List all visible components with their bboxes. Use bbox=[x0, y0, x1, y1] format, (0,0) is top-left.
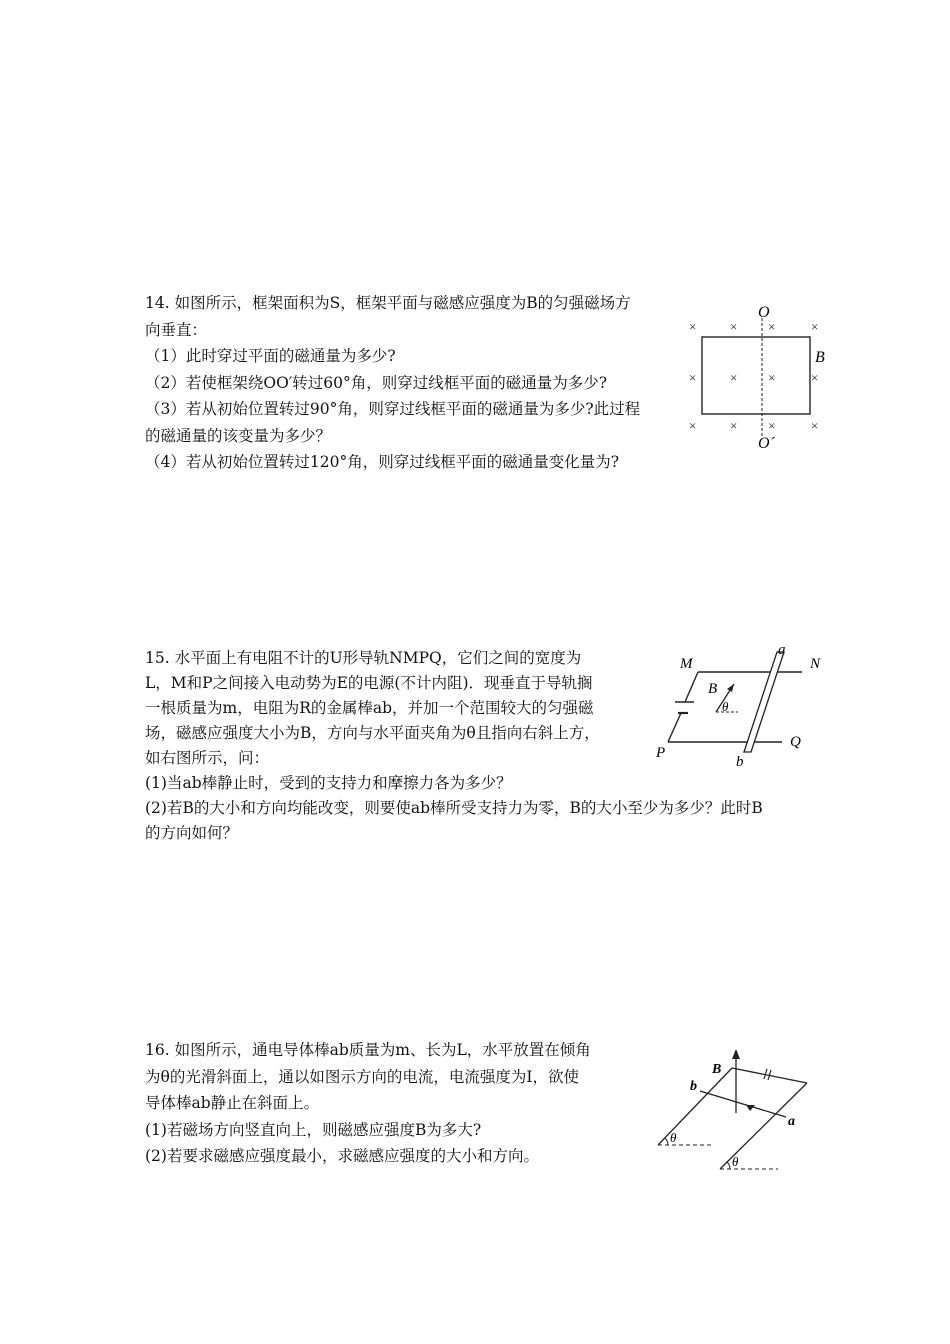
q14-line-1: 14. 如图所示，框架面积为S，框架平面与磁感应强度为B的匀强磁场方 bbox=[145, 294, 631, 312]
q14-label-field: B bbox=[815, 349, 825, 366]
angle-arc-1 bbox=[665, 1138, 668, 1145]
label-theta-1: θ bbox=[670, 1130, 677, 1145]
field-mark: × bbox=[768, 370, 776, 385]
label-a: a bbox=[788, 1114, 795, 1129]
q14-figure bbox=[680, 300, 840, 455]
question-16 bbox=[145, 1037, 591, 1170]
rod-ab bbox=[700, 1091, 786, 1117]
label-b: b bbox=[690, 1079, 697, 1094]
q16-line-4: (1)若磁场方向竖直向上，则磁感应强度B为多大? bbox=[145, 1120, 482, 1139]
angle-arc-2 bbox=[727, 1162, 730, 1169]
q14-line-4: （2）若使框架绕OO′转过60°角，则穿过线框平面的磁通量为多少? bbox=[145, 373, 608, 392]
q14-line-2: 向垂直： bbox=[145, 320, 208, 339]
q15-line-2: L，M和P之间接入电动势为E的电源(不计内阻)．现垂直于导轨搁 bbox=[145, 674, 593, 692]
label-Q: Q bbox=[790, 734, 801, 750]
q14-field-marks bbox=[689, 319, 818, 433]
rail-MP-upper bbox=[685, 672, 698, 702]
field-mark: × bbox=[811, 418, 819, 433]
field-mark: × bbox=[811, 370, 819, 385]
field-mark: × bbox=[730, 418, 738, 433]
label-B: B bbox=[708, 681, 718, 697]
field-mark: × bbox=[768, 319, 776, 334]
label-theta: θ bbox=[722, 699, 729, 714]
field-mark: × bbox=[811, 319, 819, 334]
q15-line-4: 场，磁感应强度大小为B，方向与水平面夹角为θ且指向右斜上方， bbox=[145, 724, 600, 742]
q14-label-bottom: O´ bbox=[758, 435, 775, 452]
q15-line-7: (2)若B的大小和方向均能改变，则要使ab棒所受支持力为零，B的大小至少为多少？此时B bbox=[145, 799, 763, 817]
q14-frame bbox=[702, 337, 810, 414]
field-mark: × bbox=[730, 319, 738, 334]
label-theta-2: θ bbox=[732, 1154, 739, 1169]
q15-line-6: (1)当ab棒静止时，受到的支持力和摩擦力各为多少？ bbox=[145, 774, 512, 792]
current-arrow bbox=[746, 1105, 755, 1111]
q16-figure bbox=[650, 1045, 820, 1175]
q16-line-5: (2)若要求磁感应强度最小，求磁感应强度的大小和方向。 bbox=[145, 1147, 539, 1165]
rail-MP-lower bbox=[668, 713, 681, 742]
b-arrow-head bbox=[732, 1049, 740, 1059]
field-mark: × bbox=[768, 418, 776, 433]
q15-figure bbox=[650, 640, 840, 775]
q15-line-1: 15. 水平面上有电阻不计的U形导轨NMPQ，它们之间的宽度为 bbox=[145, 649, 582, 667]
label-P: P bbox=[656, 745, 666, 761]
q16-line-3: 导体棒ab静止在斜面上。 bbox=[145, 1094, 320, 1112]
label-B: B bbox=[712, 1062, 722, 1077]
q14-line-5: （3）若从初始位置转过90°角，则穿过线框平面的磁通量为多少?此过程 bbox=[145, 400, 641, 418]
question-14 bbox=[145, 290, 640, 476]
q16-line-1: 16. 如图所示，通电导体棒ab质量为m、长为L，水平放置在倾角 bbox=[145, 1041, 591, 1059]
label-b: b bbox=[736, 754, 744, 770]
q14-line-6: 的磁通量的该变量为多少？ bbox=[145, 426, 332, 445]
label-a: a bbox=[778, 642, 786, 658]
q14-label-top: O bbox=[758, 304, 770, 321]
field-mark: × bbox=[730, 370, 738, 385]
rod-ab bbox=[744, 652, 784, 752]
q15-line-8: 的方向如何？ bbox=[145, 824, 239, 842]
q16-line-2: 为θ的光滑斜面上，通以如图示方向的电流，电流强度为I，欲使 bbox=[145, 1067, 579, 1086]
q14-line-7: （4）若从初始位置转过120°角，则穿过线框平面的磁通量变化量为? bbox=[145, 453, 620, 471]
field-mark: × bbox=[689, 319, 697, 334]
q15-line-5: 如右图所示，问： bbox=[145, 749, 270, 767]
b-arrow-head bbox=[727, 684, 734, 692]
field-mark: × bbox=[689, 418, 697, 433]
label-N: N bbox=[810, 656, 821, 672]
field-mark: × bbox=[689, 370, 697, 385]
label-M: M bbox=[680, 656, 693, 672]
q15-line-3: 一根质量为m，电阻为R的金属棒ab，并加一个范围较大的匀强磁 bbox=[145, 699, 594, 717]
q14-line-3: （1）此时穿过平面的磁通量为多少? bbox=[145, 347, 396, 365]
